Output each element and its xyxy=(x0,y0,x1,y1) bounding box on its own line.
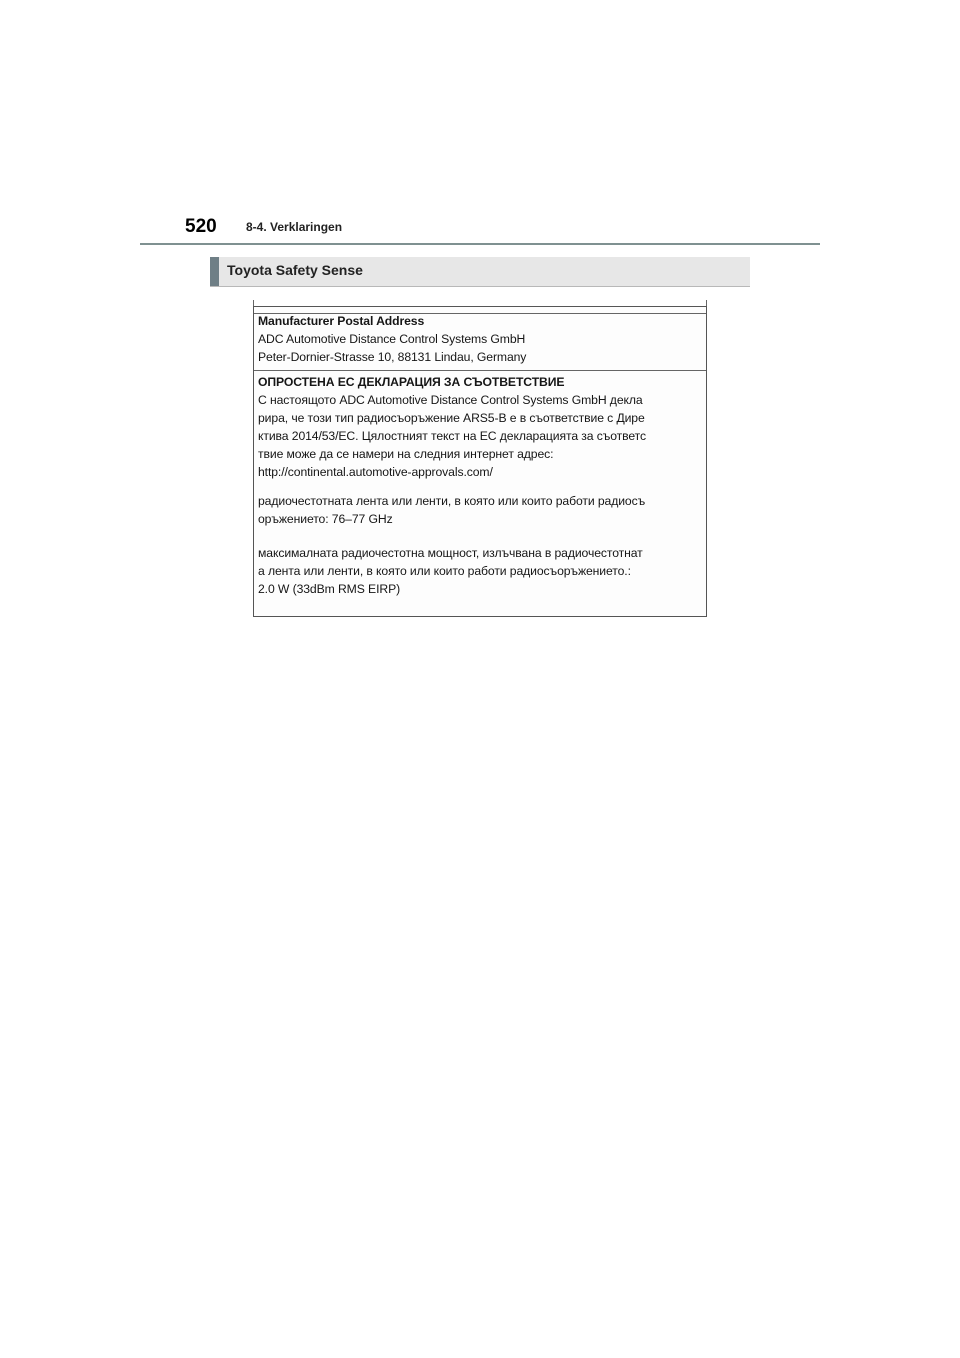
section-title: Toyota Safety Sense xyxy=(227,262,363,278)
frequency-band-line: радиочестотната лента или ленти, в която или които работи радиосъ xyxy=(258,494,646,508)
eu-declaration-line: рира, че този тип радиосъоръжение ARS5-B е в съответствие с Дире xyxy=(258,411,645,425)
declaration-scan-box xyxy=(253,306,707,617)
section-divider xyxy=(254,370,706,371)
section-title-bar xyxy=(210,257,750,287)
eu-declaration-line: С настоящото ADC Automotive Distance Control Systems GmbH декла xyxy=(258,393,643,407)
eu-declaration-line: твие може да се намери на следния интернет адрес: xyxy=(258,447,554,461)
header-divider xyxy=(140,243,820,245)
max-power-line: максималната радиочестотна мощност, излъчвана в радиочестотнат xyxy=(258,546,643,560)
frequency-band-value: оръжението: 76–77 GHz xyxy=(258,512,393,526)
eu-declaration-line: ктива 2014/53/ЕС. Цялостният текст на ЕС декларацията за съответс xyxy=(258,429,646,443)
manufacturer-address: Peter-Dornier-Strasse 10, 88131 Lindau, Germany xyxy=(258,350,527,364)
manufacturer-name: ADC Automotive Distance Control Systems GmbH xyxy=(258,332,526,346)
eu-declaration-url: http://continental.automotive-approvals.com/ xyxy=(258,465,493,479)
max-power-line: а лента или ленти, в която или които работи радиосъоръжението.: xyxy=(258,564,631,578)
eu-declaration-heading: ОПРОСТЕНА ЕС ДЕКЛАРАЦИЯ ЗА СЪОТВЕТСТВИЕ xyxy=(258,375,565,389)
title-accent-bar xyxy=(210,257,219,286)
page-number: 520 xyxy=(185,216,217,237)
section-breadcrumb: 8-4. Verklaringen xyxy=(246,220,343,234)
manufacturer-heading: Manufacturer Postal Address xyxy=(258,314,425,328)
max-power-value: 2.0 W (33dBm RMS EIRP) xyxy=(258,582,401,596)
